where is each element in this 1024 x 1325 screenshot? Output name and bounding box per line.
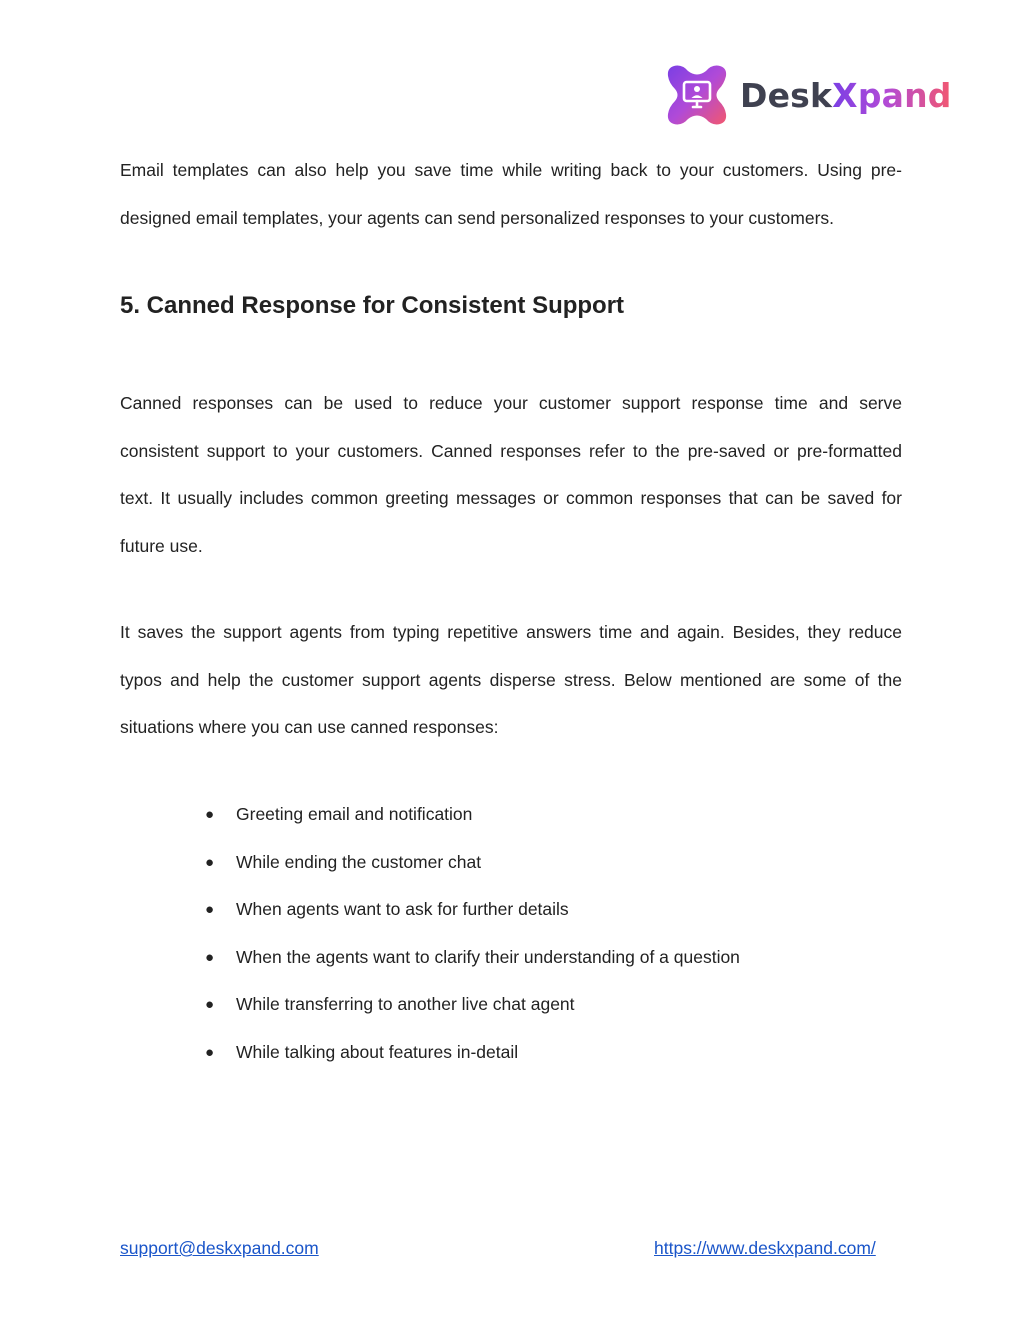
situations-bullet-list <box>205 791 905 1077</box>
intro-paragraph-block <box>120 147 902 242</box>
bullet-icon: ● <box>205 901 215 919</box>
logo-word-desk: Desk <box>740 75 833 115</box>
list-item-text: While ending the customer chat <box>236 851 482 872</box>
paragraph-canned-responses: Canned responses can be used to reduce your customer support response time and serve consistent support to your customers. Canned responses refer to the pre-saved or pre-formatted text. It usually includes common greeting messages or common responses that can be saved for future use. <box>120 393 902 556</box>
list-item <box>205 886 905 934</box>
list-item-text: While talking about features in-detail <box>236 1041 519 1062</box>
paragraph-canned-responses-block <box>120 380 902 570</box>
bullet-icon: ● <box>205 806 215 823</box>
deskxpand-logo <box>664 60 952 130</box>
logo-word-xpand: Xpand <box>832 75 952 115</box>
list-item-text: Greeting email and notification <box>236 804 473 824</box>
bullet-icon: ● <box>205 948 215 966</box>
list-item <box>205 791 905 839</box>
list-item-text: When agents want to ask for further details <box>236 899 569 920</box>
list-item <box>205 839 905 887</box>
section-heading: 5. Canned Response for Consistent Support <box>120 292 625 319</box>
footer-website-link[interactable]: https://www.deskxpand.com/ <box>654 1238 876 1258</box>
footer-email-link[interactable]: support@deskxpand.com <box>120 1238 319 1258</box>
deskxpand-logo-icon <box>664 62 730 128</box>
list-item-text: When the agents want to clarify their understanding of a question <box>236 946 740 967</box>
bullet-icon: ● <box>205 853 215 871</box>
logo-wordmark <box>740 76 952 115</box>
bullet-icon: ● <box>205 1043 215 1061</box>
list-item <box>205 981 905 1029</box>
bullet-icon: ● <box>205 996 215 1014</box>
paragraph-saves-agents: It saves the support agents from typing repetitive answers time and again. Besides, they reduce typos and help the customer support agents disperse stress. Below mentioned are some of the situations where you can use canned responses: <box>120 622 902 738</box>
intro-paragraph: Email templates can also help you save time while writing back to your customers. Using pre-designed email templates, your agents can send personalized responses to your customers. <box>120 160 902 228</box>
paragraph-saves-agents-block <box>120 609 902 752</box>
list-item-text: While transferring to another live chat agent <box>236 994 575 1015</box>
list-item <box>205 934 905 982</box>
list-item <box>205 1029 905 1077</box>
